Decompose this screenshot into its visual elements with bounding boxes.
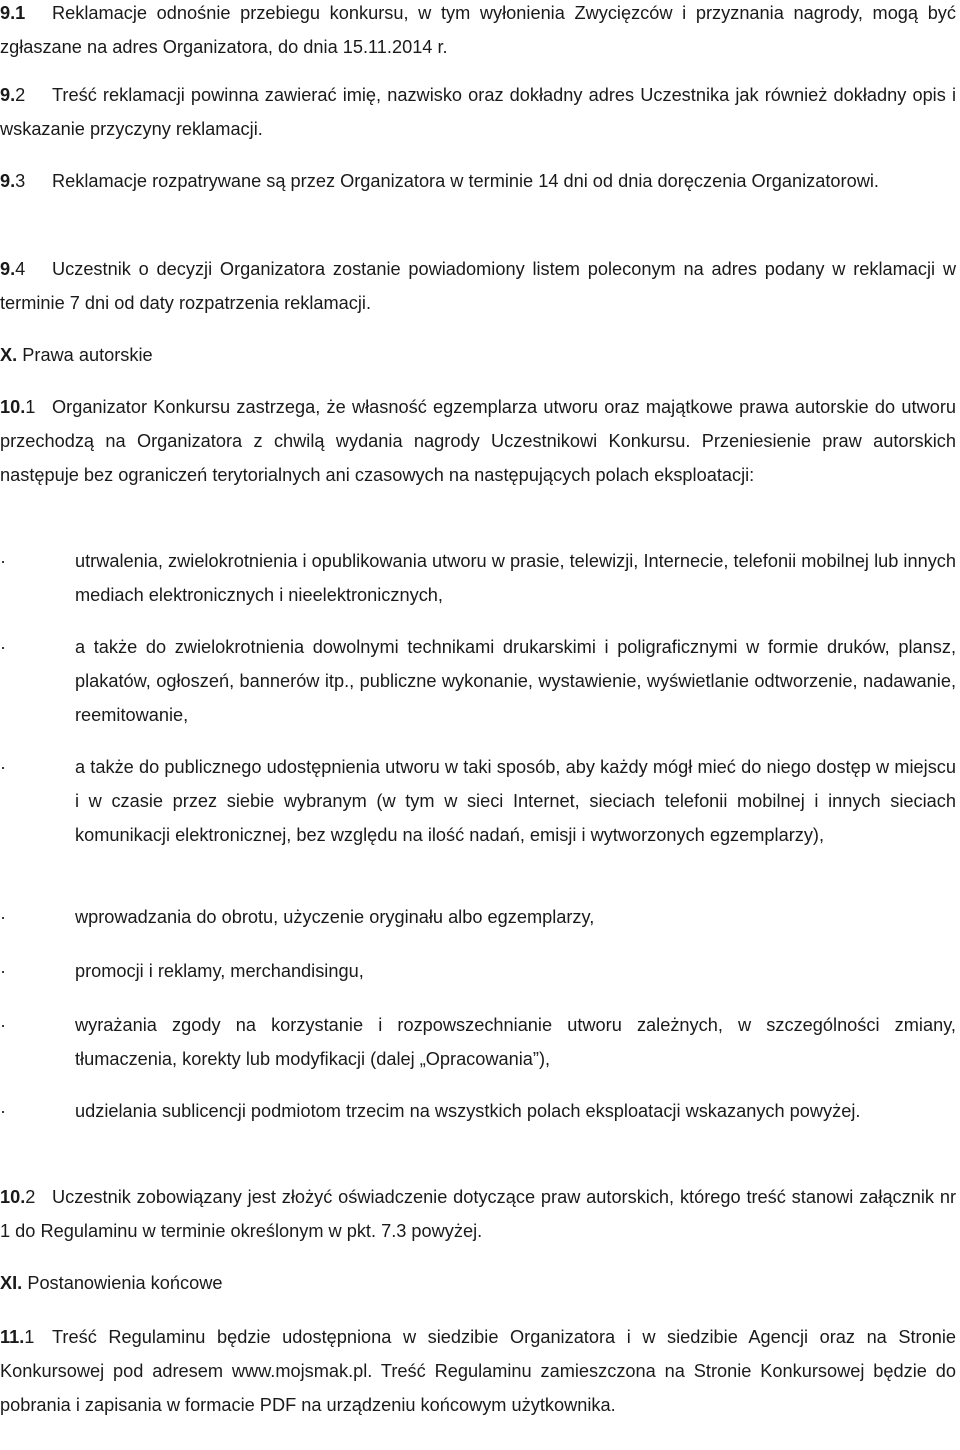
bullet-dot: · <box>0 1015 7 1035</box>
bullet-item: · wprowadzania do obrotu, użyczenie oryginału albo egzemplarzy, <box>0 900 956 934</box>
bullet-dot: · <box>0 757 7 777</box>
paragraph-number: 9.1 <box>0 3 26 23</box>
paragraph-9-3 <box>0 164 956 198</box>
bullet-item: · promocji i reklamy, merchandisingu, <box>0 954 956 988</box>
bullet-item: · udzielania sublicencji podmiotom trzecim na wszystkich polach eksploatacji wskazanych powyżej. <box>0 1094 956 1128</box>
paragraph-number: 11.1 <box>0 1327 35 1347</box>
bullet-item: · wyrażania zgody na korzystanie i rozpowszechnianie utworu zależnych, w szczególności zmiany, tłumaczenia, korekty lub modyfikacji (dalej „Opracowania”), <box>0 1008 956 1076</box>
paragraph-text: Treść reklamacji powinna zawierać imię, nazwisko oraz dokładny adres Uczestnika jak również dokładny opis i wskazanie przyczyny reklamacji. <box>0 85 956 139</box>
bullet-dot: · <box>0 961 7 981</box>
paragraph-text: Reklamacje odnośnie przebiegu konkursu, w tym wyłonienia Zwycięzców i przyznania nagrody, mogą być zgłaszane na adres Organizatora, do dnia 15.11.2014 r. <box>0 3 956 57</box>
bullet-item: · utrwalenia, zwielokrotnienia i opublikowania utworu w prasie, telewizji, Internecie, telefonii mobilnej lub innych mediach elektronicznych i nieelektronicznych, <box>0 544 956 612</box>
paragraph-9-4 <box>0 252 956 320</box>
paragraph-text: Uczestnik o decyzji Organizatora zostanie powiadomiony listem poleconym na adres podany w reklamacji w terminie 7 dni od daty rozpatrzenia reklamacji. <box>0 259 956 313</box>
paragraph-number: 9.3 <box>0 171 26 191</box>
paragraph-10-1 <box>0 390 956 492</box>
bullet-dot: · <box>0 637 7 657</box>
bullet-item: · a także do zwielokrotnienia dowolnymi technikami drukarskimi i poligraficznymi w formie druków, plansz, plakatów, ogłoszeń, bannerów itp., publiczne wykonanie, wystawienie, wyświetlanie odtworzenie, nadawanie, reemitowanie, <box>0 630 956 732</box>
paragraph-10-2 <box>0 1180 956 1248</box>
paragraph-number: 9.2 <box>0 85 26 105</box>
section-heading-xi: XI. Postanowienia końcowe <box>0 1273 223 1293</box>
paragraph-text: Reklamacje rozpatrywane są przez Organizatora w terminie 14 dni od dnia doręczenia Organizatorowi. <box>52 171 879 191</box>
paragraph-9-1 <box>0 0 956 64</box>
paragraph-text: Organizator Konkursu zastrzega, że własność egzemplarza utworu oraz majątkowe prawa autorskie do utworu przechodzą na Organizatora z chwilą wydania nagrody Uczestnikowi Konkursu. Przeniesienie praw autorskich następuje bez ograniczeń terytorialnych ani czasowych na następujących polach eksploatacji: <box>0 397 956 485</box>
paragraph-11-1 <box>0 1320 956 1422</box>
section-heading-x: X. Prawa autorskie <box>0 345 153 365</box>
bullet-dot: · <box>0 1101 7 1121</box>
bullet-dot: · <box>0 907 7 927</box>
paragraph-number: 10.1 <box>0 397 36 417</box>
paragraph-text: Uczestnik zobowiązany jest złożyć oświadczenie dotyczące praw autorskich, którego treść stanowi załącznik nr 1 do Regulaminu w terminie określonym w pkt. 7.3 powyżej. <box>0 1187 956 1241</box>
paragraph-number: 10.2 <box>0 1187 36 1207</box>
paragraph-number: 9.4 <box>0 259 26 279</box>
paragraph-9-2 <box>0 78 956 146</box>
bullet-dot: · <box>0 551 7 571</box>
bullet-item: · a także do publicznego udostępnienia utworu w taki sposób, aby każdy mógł mieć do niego dostęp w miejscu i w czasie przez siebie wybranym (w tym w sieci Internet, sieciach telefonii mobilnej i innych sieciach komunikacji elektronicznej, bez względu na ilość nadań, emisji i wytworzonych egzemplarzy), <box>0 750 956 852</box>
paragraph-text: Treść Regulaminu będzie udostępniona w siedzibie Organizatora i w siedzibie Agencji oraz na Stronie Konkursowej pod adresem www.mojsmak.pl. Treść Regulaminu zamieszczona na Stronie Konkursowej będzie do pobrania i zapisania w formacie PDF na urządzeniu końcowym użytkownika. <box>0 1327 956 1415</box>
